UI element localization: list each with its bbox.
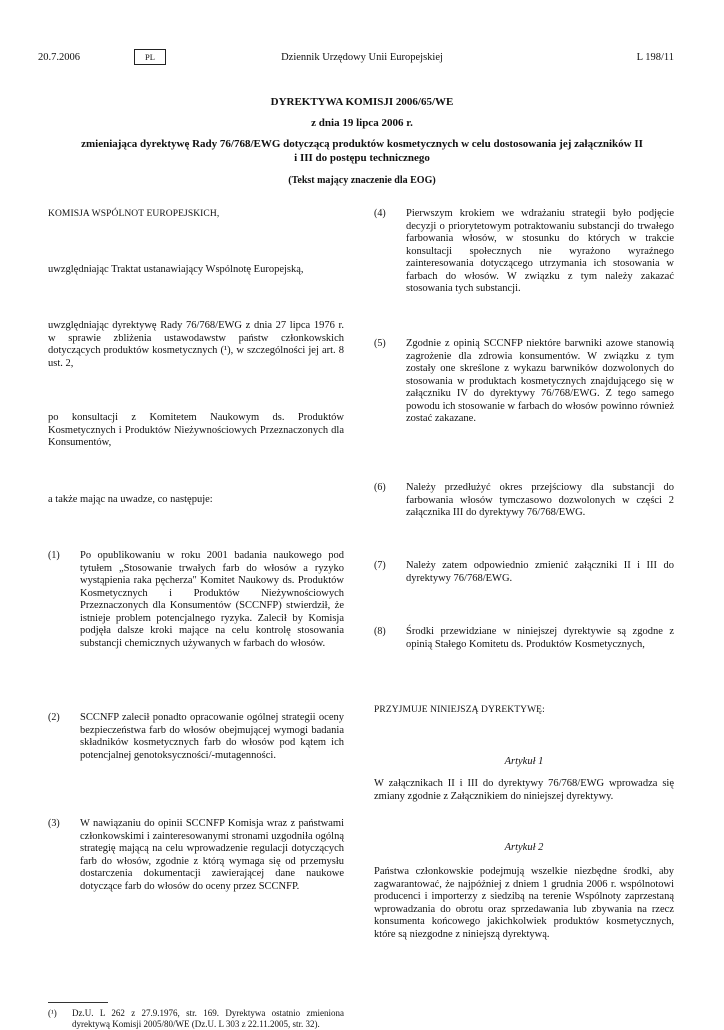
- recital-text: Środki przewidziane w niniejszej dyrektywie są zgodne z opinią Stałego Komitetu ds. Produktów Kosmetycznych,: [406, 626, 674, 650]
- article-1-text: W załącznikach II i III do dyrektywy 76/768/EWG wprowadza się zmiany zgodnie z Załącznikiem do niniejszej dyrektywy.: [374, 778, 674, 802]
- running-header: [0, 52, 724, 70]
- journal-title: Dziennik Urzędowy Unii Europejskiej: [281, 52, 443, 63]
- language-badge: PL: [134, 49, 166, 65]
- whereas-intro: a także mając na uwadze, co następuje:: [48, 494, 213, 505]
- page-number: L 198/11: [636, 52, 674, 63]
- recital-number: (6): [374, 482, 386, 493]
- recital-text: Należy zatem odpowiednio zmienić załączniki II i III do dyrektywy 76/768/EWG.: [406, 560, 674, 584]
- recital-number: (2): [48, 712, 60, 723]
- commission-heading: KOMISJA WSPÓLNOT EUROPEJSKICH,: [48, 209, 220, 219]
- directive-date: z dnia 19 lipca 2006 r.: [311, 117, 413, 129]
- footnote-text: Dz.U. L 262 z 27.9.1976, str. 169. Dyrektywa ostatnio zmieniona dyrektywą Komisji 2005/80/WE (Dz.U. L 303 z 22.11.2005, str. 32).: [72, 1008, 344, 1029]
- treaty-citation: uwzględniając Traktat ustanawiający Wspólnotę Europejską,: [48, 264, 304, 275]
- recital-number: (7): [374, 560, 386, 571]
- article-2-heading: Artykuł 2: [504, 842, 544, 853]
- recital-text: W nawiązaniu do opinii SCCNFP Komisja wraz z państwami członkowskimi i zainteresowanymi stronami uzgodniła ogólną strategię mającą na celu wprowadzenie regulacji dotyczących farb do włosów, zgodnie z którą wymaga się od przemysłu dostarczenia dokumentacji zawierającej dane naukowe dotyczące farb do włosów do oceny przez SCCNFP.: [80, 818, 344, 892]
- recital-text: Po opublikowaniu w roku 2001 badania naukowego pod tytułem „Stosowanie trwałych farb do włosów a ryzyko wystąpienia raka pęcherza" Komitet Naukowy ds. Produktów Kosmetycznych i Produktów Nieżywnościowych Przeznaczonych dla Konsumentów (SCCNFP) stwierdził, że istnieje problem potencjalnego ryzyka. Zalecił by Komisja podjęła dalsze kroki mające na celu kontrolę stosowania substancji chemicznych używanych w farbach do włosów.: [80, 550, 344, 649]
- footnote-divider: [48, 1002, 108, 1003]
- adoption-formula: PRZYJMUJE NINIEJSZĄ DYREKTYWĘ:: [374, 705, 545, 715]
- directive-subject: zmieniająca dyrektywę Rady 76/768/EWG dotyczącą produktów kosmetycznych w celu dostosowania jej załączników II i III do postępu technicznego: [81, 138, 643, 164]
- recital-text: Pierwszym krokiem we wdrażaniu strategii było podjęcie decyzji o priorytetowym potraktowaniu substancji do trwałego farbowania włosów, w stosunku do których w trakcie konsultacji społecznych nie wyrażono wyraźnego zainteresowania dotyczącego utrzymania ich stosowania w farbach do włosów. W związku z tym należy zakazać stosowania tych substancji.: [406, 208, 674, 294]
- publication-date: 20.7.2006: [38, 52, 80, 63]
- recital-text: Zgodnie z opinią SCCNFP niektóre barwniki azowe stanowią zagrożenie dla zdrowia konsumentów. W związku z tym zostały one skreślone z wykazu barwników dozwolonych do stosowania w produktach kosmetycznych znajdującego się w załączniku IV do dyrektywy 76/768/EWG. Z tego samego powodu ich stosowanie w farbach do włosów powinno również zostać zakazane.: [406, 338, 674, 424]
- directive-citation: uwzględniając dyrektywę Rady 76/768/EWG z dnia 27 lipca 1976 r. w sprawie zbliżenia ustawodawstw państw członkowskich dotyczących produktów kosmetycznych (¹), w szczególności jej art. 8 ust. 2,: [48, 320, 344, 369]
- article-2-text: Państwa członkowskie podejmują wszelkie niezbędne środki, aby zagwarantować, że najpóźniej z dniem 1 grudnia 2006 r. wspólnotowi producenci i importerzy z siedzibą na terenie Wspólnoty zaprzestaną wprowadzania do obrotu oraz sprzedawania lub zbywania na rzecz konsumenta końcowego jakichkolwiek produktów kosmetycznych, które są niezgodne z niniejszą dyrektywą.: [374, 866, 674, 940]
- recital-number: (3): [48, 818, 60, 829]
- article-1-heading: Artykuł 1: [504, 756, 544, 767]
- recital-text: Należy przedłużyć okres przejściowy dla substancji do farbowania włosów tymczasowo dozwolonych w części 2 załącznika III do dyrektywy 76/768/EWG.: [406, 482, 674, 518]
- recital-number: (5): [374, 338, 386, 349]
- eea-relevance-note: (Tekst mający znaczenie dla EOG): [288, 175, 436, 186]
- recital-number: (4): [374, 208, 386, 219]
- recital-text: SCCNFP zalecił ponadto opracowanie ogólnej strategii oceny bezpieczeństwa farb do włosów obejmującej wymogi badania składników kosmetycznych farb do włosów pod kątem ich potencjalnej genotoksyczności/-mutagenności.: [80, 712, 344, 761]
- recital-number: (1): [48, 550, 60, 561]
- footnote-number: (¹): [48, 1008, 57, 1018]
- consultation-citation: po konsultacji z Komitetem Naukowym ds. Produktów Kosmetycznych i Produktów Nieżywnościowych Przeznaczonych dla Konsumentów,: [48, 412, 344, 448]
- recital-number: (8): [374, 626, 386, 637]
- directive-title: DYREKTYWA KOMISJI 2006/65/WE: [270, 96, 454, 108]
